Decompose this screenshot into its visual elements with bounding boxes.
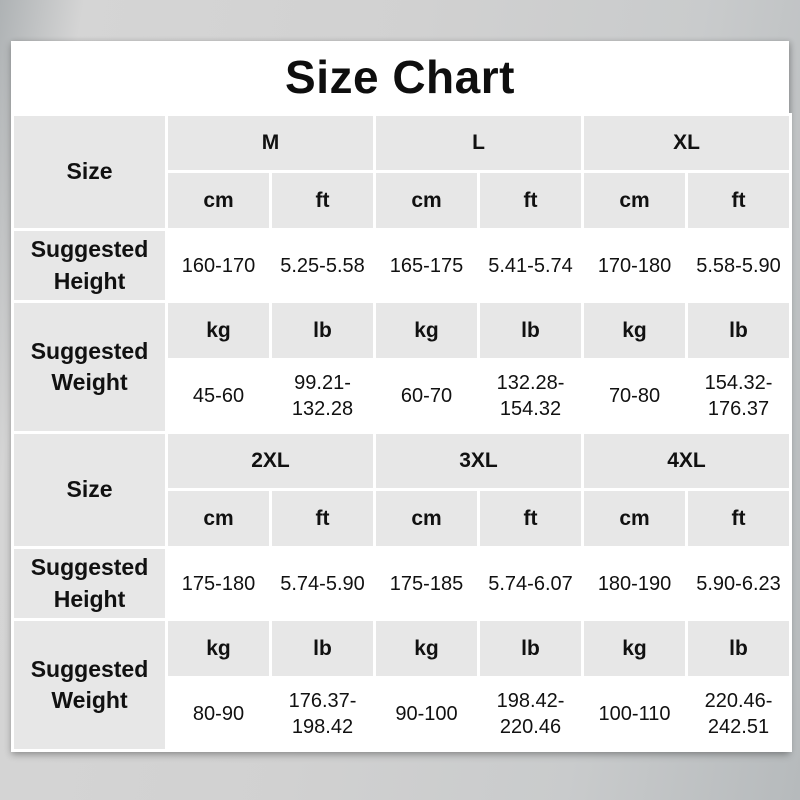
unit-header-ft: ft: [687, 490, 791, 548]
weight-value-cell: 70-80: [583, 360, 687, 433]
size-label-cell: Size: [13, 115, 167, 230]
weight-value-cell: 45-60: [167, 360, 271, 433]
size-header-row: [13, 433, 791, 490]
height-value-cell: 5.90-6.23: [687, 548, 791, 620]
weight-value-cell: 90-100: [375, 678, 479, 751]
weight-value-cell: 198.42-220.46: [479, 678, 583, 751]
weight-value-cell: 132.28-154.32: [479, 360, 583, 433]
height-label-cell: Suggested Height: [13, 548, 167, 620]
unit-header-cm: cm: [375, 490, 479, 548]
unit-header-lb: lb: [687, 620, 791, 678]
size-table-section-1: [13, 115, 791, 433]
size-table-section-2: [13, 433, 791, 751]
unit-header-ft: ft: [479, 172, 583, 230]
weight-value-cell: 176.37-198.42: [271, 678, 375, 751]
unit-header-cm: cm: [167, 172, 271, 230]
weight-value-cell: 80-90: [167, 678, 271, 751]
size-chart-card: [11, 41, 789, 752]
weight-value-cell: 220.46-242.51: [687, 678, 791, 751]
weight-units-row: [13, 302, 791, 360]
weight-label-cell: Suggested Weight: [13, 620, 167, 751]
unit-header-ft: ft: [479, 490, 583, 548]
height-value-cell: 5.74-5.90: [271, 548, 375, 620]
chart-title: Size Chart: [285, 51, 515, 103]
weight-value-cell: 154.32-176.37: [687, 360, 791, 433]
weight-units-row: [13, 620, 791, 678]
height-value-cell: 5.25-5.58: [271, 230, 375, 302]
unit-header-cm: cm: [375, 172, 479, 230]
unit-header-lb: lb: [479, 620, 583, 678]
size-header-l: L: [375, 115, 583, 172]
height-value-cell: 5.58-5.90: [687, 230, 791, 302]
height-values-row: [13, 230, 791, 302]
unit-header-lb: lb: [271, 620, 375, 678]
unit-header-ft: ft: [271, 172, 375, 230]
size-header-2xl: 2XL: [167, 433, 375, 490]
height-value-cell: 175-180: [167, 548, 271, 620]
height-value-cell: 170-180: [583, 230, 687, 302]
unit-header-ft: ft: [687, 172, 791, 230]
size-header-row: [13, 115, 791, 172]
weight-label-cell: Suggested Weight: [13, 302, 167, 433]
height-values-row: [13, 548, 791, 620]
size-header-m: M: [167, 115, 375, 172]
unit-header-cm: cm: [583, 172, 687, 230]
height-value-cell: 175-185: [375, 548, 479, 620]
unit-header-ft: ft: [271, 490, 375, 548]
size-table: [11, 113, 792, 752]
unit-header-kg: kg: [583, 620, 687, 678]
unit-header-cm: cm: [583, 490, 687, 548]
unit-header-lb: lb: [687, 302, 791, 360]
unit-header-cm: cm: [167, 490, 271, 548]
height-value-cell: 5.41-5.74: [479, 230, 583, 302]
size-header-xl: XL: [583, 115, 791, 172]
weight-value-cell: 60-70: [375, 360, 479, 433]
unit-header-kg: kg: [375, 620, 479, 678]
size-header-3xl: 3XL: [375, 433, 583, 490]
height-value-cell: 180-190: [583, 548, 687, 620]
unit-header-lb: lb: [271, 302, 375, 360]
weight-value-cell: 99.21-132.28: [271, 360, 375, 433]
height-value-cell: 165-175: [375, 230, 479, 302]
weight-value-cell: 100-110: [583, 678, 687, 751]
height-value-cell: 5.74-6.07: [479, 548, 583, 620]
size-header-4xl: 4XL: [583, 433, 791, 490]
unit-header-kg: kg: [375, 302, 479, 360]
unit-header-kg: kg: [583, 302, 687, 360]
unit-header-kg: kg: [167, 302, 271, 360]
height-label-cell: Suggested Height: [13, 230, 167, 302]
unit-header-lb: lb: [479, 302, 583, 360]
height-value-cell: 160-170: [167, 230, 271, 302]
unit-header-kg: kg: [167, 620, 271, 678]
size-label-cell: Size: [13, 433, 167, 548]
